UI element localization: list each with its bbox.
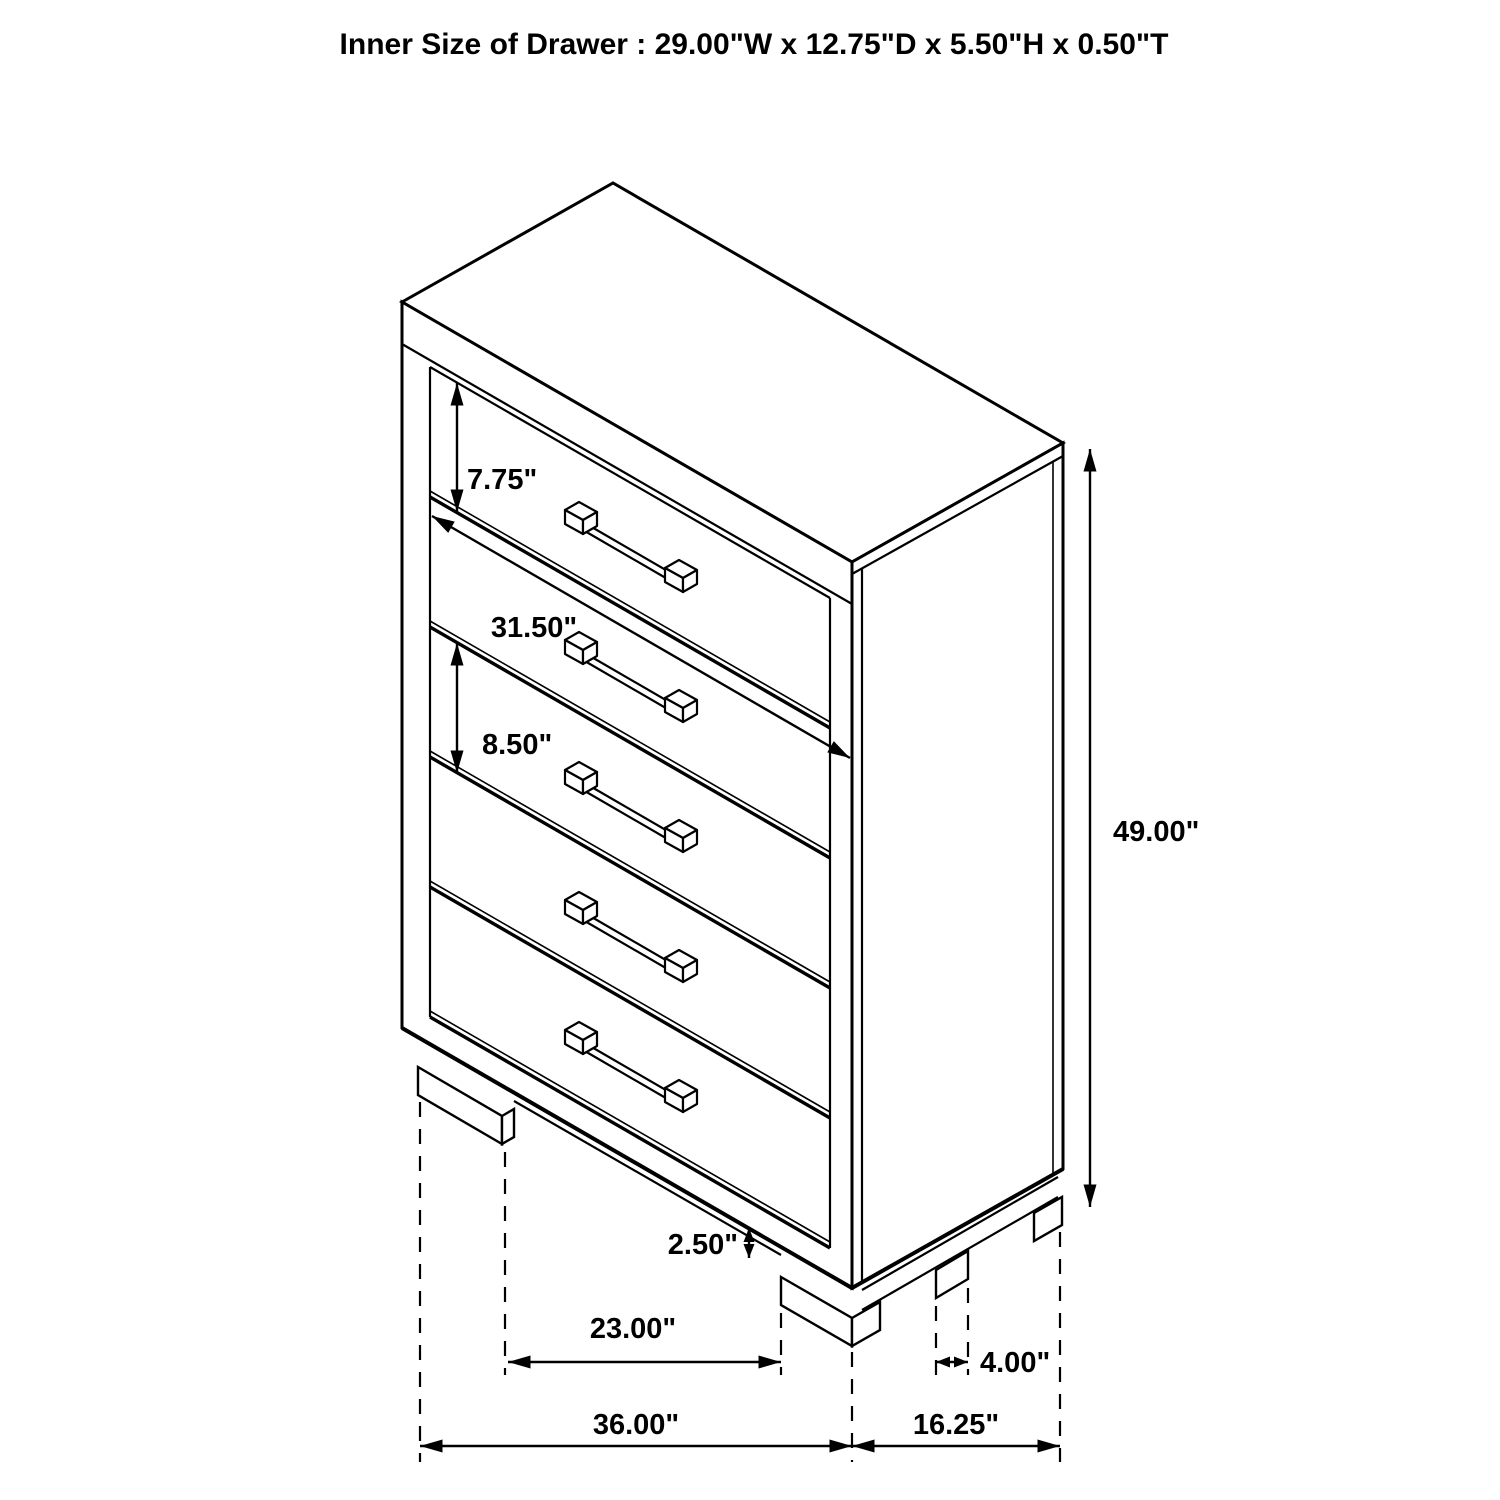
dim-label-overall-height: 49.00" bbox=[1113, 816, 1200, 848]
dim-label-side-leg-width: 4.00" bbox=[980, 1347, 1051, 1379]
diagram-title: Inner Size of Drawer : 29.00"W x 12.75"D x 5.50"H x 0.50"T bbox=[339, 28, 1169, 61]
dim-label-overall-depth: 16.25" bbox=[912, 1409, 1000, 1441]
dim-front-leg-spacing bbox=[508, 1313, 781, 1362]
dim-label-overall-width: 36.00" bbox=[592, 1409, 680, 1441]
dim-label-drawer-front-width: 31.50" bbox=[490, 612, 578, 644]
front-left-leg-side bbox=[502, 1109, 514, 1144]
dim-overall-height bbox=[1090, 449, 1199, 1207]
front-right-leg bbox=[781, 1277, 852, 1346]
dim-label-middle-drawer-height: 8.50" bbox=[482, 729, 553, 761]
dim-side-leg-width bbox=[936, 1347, 1050, 1379]
dim-label-first-drawer-height: 7.75" bbox=[467, 464, 538, 496]
dim-label-front-leg-spacing: 23.00" bbox=[589, 1313, 677, 1345]
cabinet-side-face bbox=[852, 443, 1063, 1288]
dim-base-height bbox=[668, 1228, 749, 1261]
dim-overall-width bbox=[420, 1409, 852, 1446]
dim-overall-depth bbox=[852, 1409, 1060, 1446]
dim-label-base-height: 2.50" bbox=[667, 1229, 738, 1261]
